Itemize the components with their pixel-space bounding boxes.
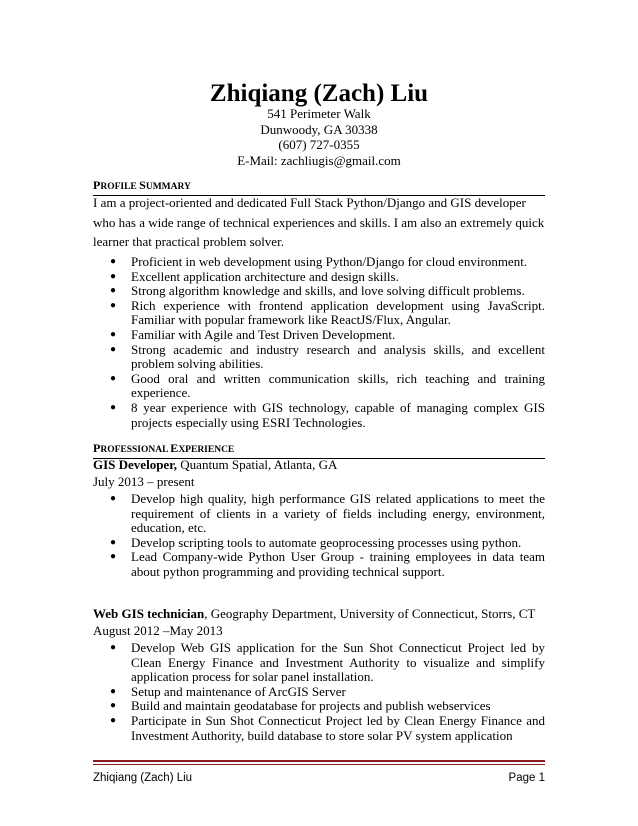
job-org: , Geography Department, University of Connecticut, Storrs, CT xyxy=(204,606,536,621)
bullet-icon: ● xyxy=(110,372,117,384)
list-item: ● Rich experience with frontend application development using JavaScript. Familiar with popular framework like ReactJS/Flux, Angular. xyxy=(110,297,545,328)
list-item: ● Build and maintain geodatabase for projects and publish webservices xyxy=(110,698,491,714)
bullet-icon: ● xyxy=(110,256,117,267)
bullet-icon: ● xyxy=(110,299,117,311)
list-item: ● Setup and maintenance of ArcGIS Server xyxy=(110,683,346,699)
job-header-gis-developer xyxy=(93,457,545,490)
resume-name: Zhiqiang (Zach) Liu xyxy=(209,80,429,107)
job-2-bullet-list xyxy=(93,641,545,743)
footer-divider-thin xyxy=(93,764,545,765)
profile-bullet-list xyxy=(93,255,545,430)
list-item: ● Proficient in web development using Python/Django for cloud environment. xyxy=(110,254,528,269)
contact-block xyxy=(0,106,638,168)
job-dates: August 2012 –May 2013 xyxy=(93,622,223,638)
bullet-icon: ● xyxy=(110,285,117,297)
bullet-icon: ● xyxy=(110,551,117,563)
list-item: ● Strong academic and industry research and analysis skills, and excellent problem solving abilities. xyxy=(110,341,545,372)
bullet-icon: ● xyxy=(110,328,117,340)
bullet-icon: ● xyxy=(110,401,117,413)
bullet-icon: ● xyxy=(110,714,117,726)
list-item: ● Good oral and written communication skills, rich teaching and training experience. xyxy=(110,370,545,401)
job-role: Web GIS technician xyxy=(93,606,205,621)
list-item: ● Develop Web GIS application for the Sun Shot Connecticut Project led by Clean Energy Finance and Investment Authority to visualize and simplify application process for solar panel installation. xyxy=(110,640,545,685)
job-role: GIS Developer, xyxy=(93,457,178,472)
address-line-2: Dunwoody, GA 30338 xyxy=(260,121,378,137)
bullet-icon: ● xyxy=(110,270,117,282)
bullet-icon: ● xyxy=(110,493,117,504)
bullet-icon: ● xyxy=(110,642,117,653)
list-item: ● Excellent application architecture and design skills. xyxy=(110,268,399,284)
list-item: ● Familiar with Agile and Test Driven Development. xyxy=(110,326,396,342)
list-item: ● 8 year experience with GIS technology, capable of managing complex GIS projects especially using ESRI Technologies. xyxy=(110,399,545,430)
footer-author: Zhiqiang (Zach) Liu xyxy=(93,772,193,784)
list-item: ● Strong algorithm knowledge and skills, and love solving difficult problems. xyxy=(110,283,525,299)
bullet-icon: ● xyxy=(110,343,117,355)
bullet-icon: ● xyxy=(110,685,117,697)
profile-summary-text: I am a project-oriented and dedicated Full Stack Python/Django and GIS developer who has a wide range of technical experiences and skills. I am also an extremely quick learner that practical problem solver. xyxy=(93,195,545,249)
professional-experience-heading: PROFESSIONAL EXPERIENCE xyxy=(93,441,545,459)
job-1-bullet-list xyxy=(93,492,545,580)
email-address: E-Mail: zachliugis@gmail.com xyxy=(237,152,401,168)
list-item: ● Develop scripting tools to automate geoprocessing processes using python. xyxy=(110,534,522,550)
list-item: ● Lead Company-wide Python User Group - training employees in data team about python programming and providing technical support. xyxy=(110,549,545,579)
job-header-web-gis-technician xyxy=(93,606,545,639)
page-number: Page 1 xyxy=(508,772,545,784)
job-dates: July 2013 – present xyxy=(93,473,195,489)
list-item: ● Develop high quality, high performance GIS related applications to meet the requirement of clients in a variety of fields including energy, environment, education, etc. xyxy=(110,491,545,536)
phone-number: (607) 727-0355 xyxy=(278,137,360,152)
address-line-1: 541 Perimeter Walk xyxy=(267,106,371,121)
footer-divider xyxy=(93,760,545,762)
list-item: ● Participate in Sun Shot Connecticut Project led by Clean Energy Finance and Investment Authority, build database to store solar PV system application xyxy=(110,712,545,743)
profile-summary-heading: PROFILE SUMMARY xyxy=(93,178,545,196)
bullet-icon: ● xyxy=(110,536,117,548)
job-org: Quantum Spatial, Atlanta, GA xyxy=(177,457,338,472)
bullet-icon: ● xyxy=(110,700,117,712)
